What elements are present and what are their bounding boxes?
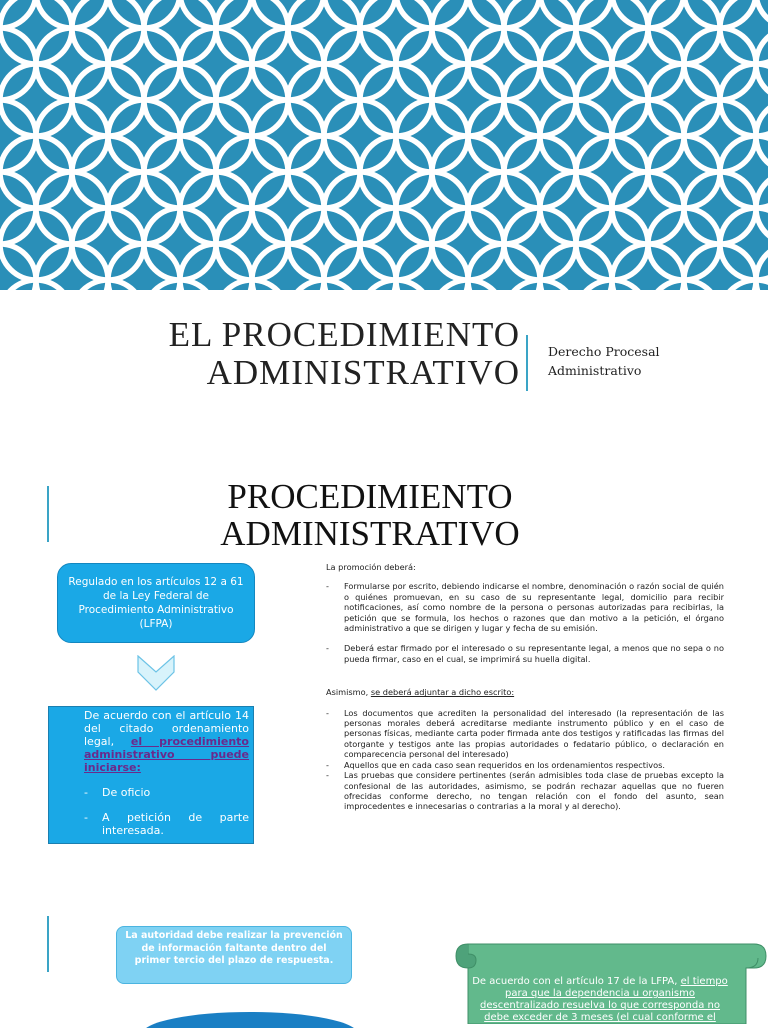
- scroll-underlined-text: el tiempo para que la dependencia u organismo descentralizado resuelva lo que corresponda no debe exceder de 3 meses (el cual conforme el: [480, 976, 728, 1023]
- scroll-intro-text: De acuerdo con el artículo 17 de la LFPA,: [472, 976, 681, 987]
- initiation-highlight: el procedimiento administrativo puede iniciarse:: [84, 735, 249, 774]
- bullet: -: [326, 770, 329, 781]
- requirement-item-1: [326, 581, 724, 633]
- attachment-item-1-text: Los documentos que acrediten la personalidad del interesado (la representación de las personas morales deberá acreditarse mediante instrumento público y en el caso de personas físicas, mediante carta poder firmada ante dos testigos y ratificadas las firmas del otorgante y testigos ante las propias autoridades o fedatario público, o declaración en comparecencia personal del interesado): [344, 707, 724, 760]
- initiation-intro-text: De acuerdo con el artículo 14 del citado ordenamiento legal,: [84, 709, 249, 748]
- lfpa-regulation-box: [57, 563, 255, 643]
- chevron-down-icon: [137, 655, 175, 691]
- geometric-pattern-banner: [0, 0, 768, 290]
- slide1-subtitle-line2: Administrativo: [548, 363, 642, 378]
- slide2-accent-line: [47, 486, 49, 542]
- slide1-title: [60, 316, 520, 392]
- slide1-subtitle-line1: Derecho Procesal: [548, 344, 660, 359]
- attachment-item-2: [326, 760, 724, 770]
- asimismo-paragraph: [326, 687, 724, 697]
- asimismo-underlined: se deberá adjuntar a dicho escrito:: [370, 687, 515, 698]
- requirement-item-1-text: Formularse por escrito, debiendo indicarse el nombre, denominación o razón social de quién o quiénes promuevan, en su caso de su representante legal, domicilio para recibir notificaciones, así como nombre de la persona o personas autorizadas para recibirlas, la petición que se formula, los hechos o razones que dan motivo a la petición, el órgano administrativo a que se dirigen y lugar y fecha de su emisión.: [344, 581, 724, 634]
- slide2-title: [150, 478, 590, 552]
- bullet: -: [84, 811, 88, 824]
- initiation-box: [48, 706, 254, 844]
- initiation-item-1-text: De oficio: [102, 786, 151, 799]
- promotion-heading: La promoción deberá:: [326, 562, 416, 572]
- promotion-requirements: [326, 562, 724, 812]
- decorative-ellipse: [140, 1008, 360, 1028]
- attachment-item-3-text: Las pruebas que considere pertinentes (serán admisibles toda clase de pruebas excepto la confesional de las autoridades, asimismo, se podrán rechazar aquellas que no fueren ofrecidas conforme derecho, no tengan relación con el fondo del asunto, sean improcedentes e innecesarias o contrarias a la moral y al derecho).: [344, 770, 724, 812]
- attachment-item-2-text: Aquellos que en cada caso sean requeridos en los ordenamientos respectivos.: [344, 759, 666, 770]
- slide1-title-line2: ADMINISTRATIVO: [206, 353, 520, 392]
- requirement-item-2-text: Deberá estar firmado por el interesado o su representante legal, a menos que no sepa o no pueda firmar, caso en el cual, se imprimirá su huella digital.: [344, 643, 724, 664]
- bullet: -: [326, 759, 329, 770]
- slide2-title-line2: ADMINISTRATIVO: [220, 514, 520, 553]
- bullet: -: [84, 786, 88, 799]
- initiation-item-1: [84, 786, 249, 799]
- initiation-intro: [84, 709, 249, 774]
- slide3-accent-line: [47, 916, 49, 972]
- bullet: -: [326, 643, 329, 654]
- title-divider: [526, 335, 528, 391]
- initiation-item-2: [84, 811, 249, 837]
- slide1-subtitle: [548, 342, 708, 380]
- bullet: -: [326, 707, 329, 718]
- lfpa-regulation-text: Regulado en los artículos 12 a 61 de la Ley Federal de Procedimiento Administrativo (LFPA): [68, 576, 244, 630]
- prevention-callout: [116, 926, 352, 984]
- initiation-item-2-text: A petición de parte interesada.: [102, 811, 249, 837]
- bullet: -: [326, 581, 329, 592]
- requirement-item-2: [326, 643, 724, 664]
- slide2-title-line1: PROCEDIMIENTO: [227, 477, 513, 516]
- slide1-title-line1: EL PROCEDIMIENTO: [168, 315, 520, 354]
- asimismo-text: Asimismo,: [326, 687, 371, 698]
- prevention-callout-text: La autoridad debe realizar la prevención de información faltante dentro del primer tercio del plazo de respuesta.: [125, 930, 343, 966]
- scroll-text: [472, 976, 728, 1024]
- attachment-item-3: [326, 770, 724, 812]
- attachment-item-1: [326, 708, 724, 760]
